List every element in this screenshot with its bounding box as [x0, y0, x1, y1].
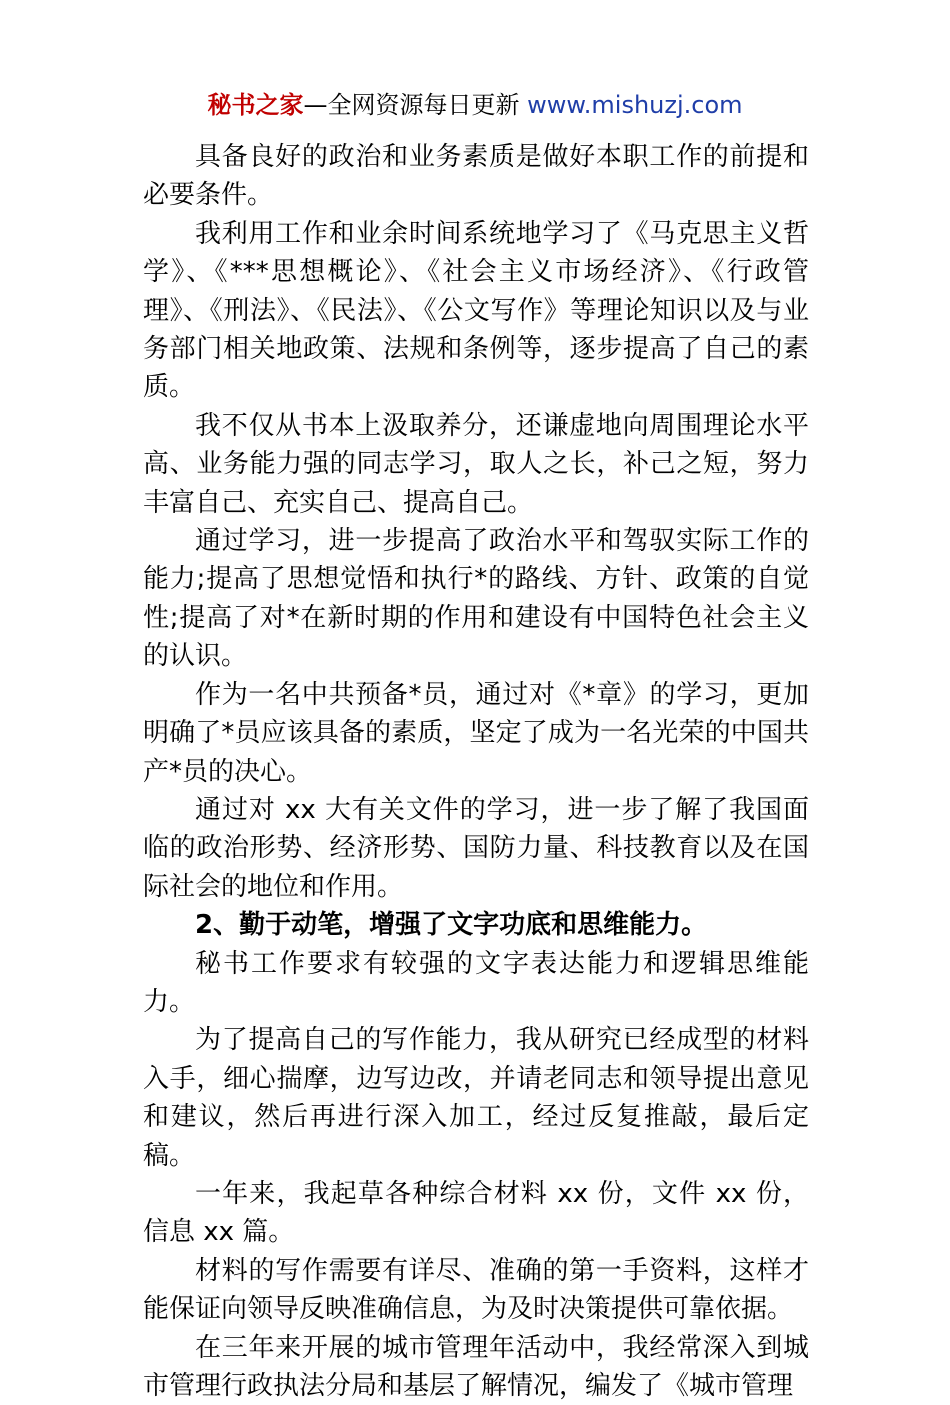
paragraph: 具备良好的政治和业务素质是做好本职工作的前提和必要条件。 [143, 142, 809, 211]
section-heading: 2、勤于动笔，增强了文字功底和思维能力。 [195, 910, 708, 941]
website-link[interactable]: www.mishuzj.com [527, 91, 743, 119]
paragraph: 为了提高自己的写作能力，我从研究已经成型的材料入手，细心揣摩，边写边改，并请老同志和领导提出意见和建议，然后再进行深入加工，经过反复推敲，最后定稿。 [143, 1025, 809, 1171]
paragraph: 我利用工作和业余时间系统地学习了《马克思主义哲学》、《***思想概论》、《社会主义市场经济》、《行政管理》、《刑法》、《民法》、《公文写作》等理论知识以及与业务部门相关地政策、法规和条例等，逐步提高了自己的素质。 [143, 218, 809, 403]
header-slogan: —全网资源每日更新 [303, 91, 520, 119]
document-body [143, 138, 809, 1405]
paragraph: 秘书工作要求有较强的文字表达能力和逻辑思维能力。 [143, 948, 809, 1017]
paragraph: 作为一名中共预备*员，通过对《*章》的学习，更加明确了*员应该具备的素质，坚定了成为一名光荣的中国共产*员的决心。 [143, 679, 809, 787]
paragraph: 我不仅从书本上汲取养分，还谦虚地向周围理论水平高、业务能力强的同志学习，取人之长，补己之短，努力丰富自己、充实自己、提高自己。 [143, 410, 809, 518]
brand-name: 秘书之家 [207, 91, 304, 119]
paragraph: 在三年来开展的城市管理年活动中，我经常深入到城市管理行政执法分局和基层了解情况，编发了《城市管理 [143, 1332, 809, 1401]
paragraph: 一年来，我起草各种综合材料 xx 份，文件 xx 份，信息 xx 篇。 [143, 1178, 809, 1248]
page-header [0, 88, 950, 122]
paragraph: 通过对 xx 大有关文件的学习，进一步了解了我国面临的政治形势、经济形势、国防力量、科技教育以及在国际社会的地位和作用。 [143, 794, 809, 902]
paragraph: 通过学习，进一步提高了政治水平和驾驭实际工作的能力;提高了思想觉悟和执行*的路线、方针、政策的自觉性;提高了对*在新时期的作用和建设有中国特色社会主义的认识。 [143, 526, 809, 672]
paragraph: 材料的写作需要有详尽、准确的第一手资料，这样才能保证向领导反映准确信息，为及时决策提供可靠依据。 [143, 1255, 809, 1325]
